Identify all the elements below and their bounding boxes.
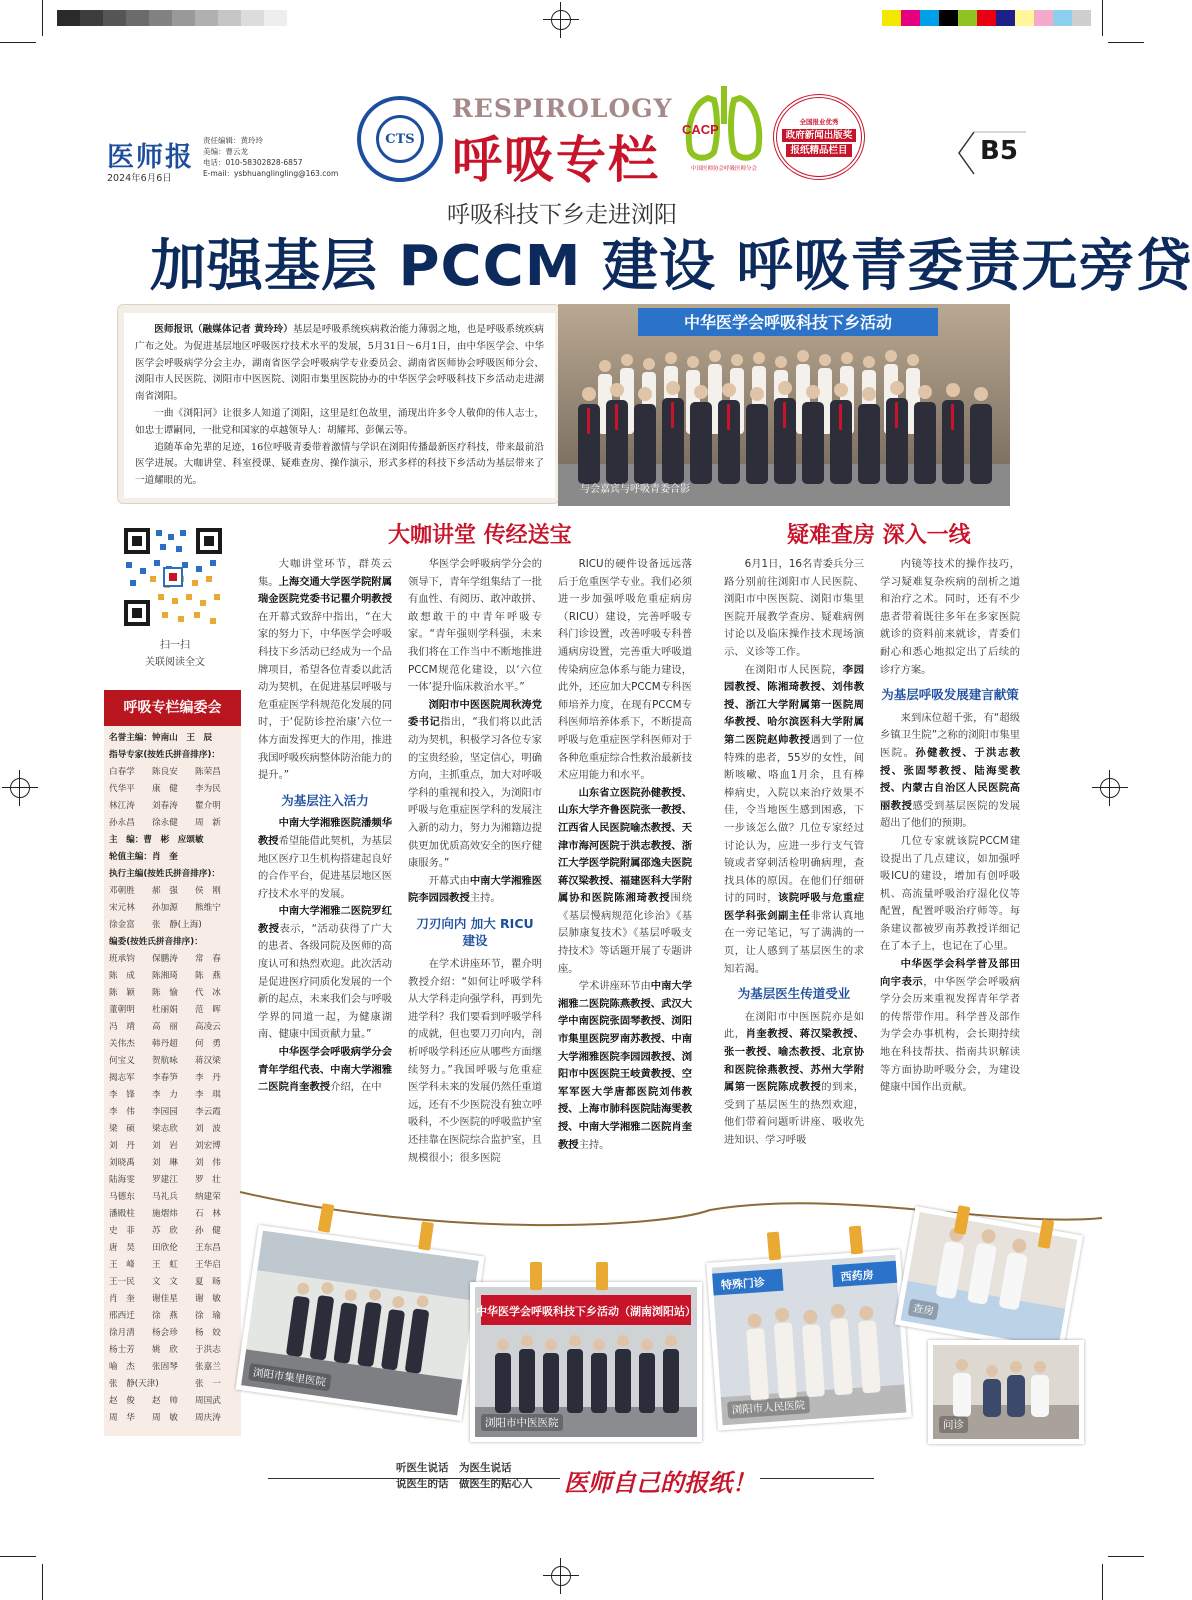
board-member-name: 孙永昌 <box>109 818 135 828</box>
board-member-name: 张 静(上海) <box>152 920 202 930</box>
cts-society-seal <box>357 96 443 182</box>
board-member-name: 范 晖 <box>195 1005 221 1015</box>
emphasis-text: 中南大学湘雅二医院罗红教授 <box>258 905 392 935</box>
board-member-name: 谢佳星 <box>152 1294 178 1304</box>
board-member-name: 刘宏博 <box>195 1141 221 1151</box>
crop-mark <box>0 1556 36 1557</box>
board-name-row <box>109 1308 239 1325</box>
board-member-name: 刘 伟 <box>195 1158 221 1168</box>
board-member-name: 王华启 <box>195 1260 221 1270</box>
crop-mark <box>42 0 43 36</box>
board-member-name: 刘 波 <box>195 1124 221 1134</box>
award-top-text: 全国报业优秀 <box>799 118 839 126</box>
board-member-name: 贺航咏 <box>152 1056 178 1066</box>
board-member-name: 徐永健 <box>152 818 178 828</box>
crop-mark <box>1102 1564 1103 1600</box>
board-member-name: 赵 帅 <box>152 1396 178 1406</box>
board-name-row <box>109 883 239 900</box>
photo-sign: 特殊门诊 <box>720 1275 766 1292</box>
board-name-row <box>109 1291 239 1308</box>
registration-mark-bottom <box>543 1558 579 1594</box>
registration-mark-left <box>2 770 38 806</box>
column-paragraph: 在学术讲座环节，瞿介明教授介绍：“如何让呼吸学科从大学科走向强学科，再到先进学科？我们要看到呼吸学科的成就，但也要刀刃向内，剖析呼吸学科还应从哪些方面继续努力。”我国呼吸与危重症医学科未来的发展仍然任重道远，还有不少医院没有独立呼吸科，不少医院的呼吸监护室还挂靠在医院综合监护室，且规模很小；很多医院 <box>408 958 542 1164</box>
board-member-name: 徐 瑜 <box>195 1311 221 1321</box>
emphasis-text: 中南大学湘雅医院李园园教授 <box>408 874 543 905</box>
board-member-name: 杜丽娟 <box>152 1005 178 1015</box>
board-member-name: 陈 成 <box>109 971 135 981</box>
board-member-name: 康 健 <box>152 784 178 794</box>
qr-caption-line: 关联阅读全文 <box>145 657 205 668</box>
board-name-row <box>109 917 239 934</box>
board-member-name: 徐 燕 <box>152 1311 178 1321</box>
column-paragraph: 在浏阳市人民医院，李园园教授、陈湘琦教授、刘伟教授、浙江大学附属第一医院周华教授、哈尔滨医科大学附属第二医院赵帅教授遇到了一位特殊的患者，55岁的女性，间断咳嗽、咯血1月余，且有棒棒病史，入院以来治疗效果不佳，令当地医生感到困惑，下一步该怎么做？几位专家经过讨论认为，应进一步行支气管镜或者穿刺活检明确病理，查找具体的原因。在他们仔细研讨的同时，该院呼吸与危重症医学科张剑副主任非常认真地在一旁记笔记，写了满满的一页，让人感到了基层医生的求知若渴。 <box>724 663 865 975</box>
qr-caption-line: 扫一扫 <box>160 640 190 651</box>
board-name-row <box>109 1036 239 1053</box>
article-column-2 <box>408 556 542 1240</box>
section-title-lecture: 大咖讲堂 传经送宝 <box>388 523 572 548</box>
editor-line: 责任编辑：黄玲玲 <box>203 136 263 145</box>
emphasis-text: 浏阳市中医医院周秋涛党委书记 <box>408 698 542 729</box>
board-name-row <box>109 968 239 985</box>
photo-caption: 浏阳市中医医院 <box>481 1414 563 1431</box>
board-member-name: 谢 敏 <box>195 1294 221 1304</box>
board-name-row <box>109 1257 239 1274</box>
board-member-name: 孙 健 <box>195 1226 221 1236</box>
board-member-name: 刘春涛 <box>152 801 178 811</box>
article-column-1 <box>258 556 392 1192</box>
cacp-caption: 中国医师协会呼吸医师分会 <box>690 166 758 172</box>
article-column-3 <box>558 556 692 1240</box>
board-member-name: 潘殿柱 <box>109 1209 135 1219</box>
column-subheading: 为基层呼吸发展建言献策 <box>881 687 1019 703</box>
footer-slogan <box>396 1460 533 1492</box>
board-member-name: 杨士芳 <box>109 1345 135 1355</box>
board-name-row <box>109 1002 239 1019</box>
board-member-name: 施熠炜 <box>152 1209 178 1219</box>
board-name-row <box>109 1359 239 1376</box>
photo-caption: 问诊 <box>939 1416 968 1433</box>
board-name-row <box>109 1223 239 1240</box>
board-member-name: 王一民 <box>109 1277 135 1287</box>
board-member-name: 唐 昊 <box>109 1243 135 1253</box>
board-member-name: 何 勇 <box>195 1039 221 1049</box>
board-member-name: 陆海雯 <box>109 1175 135 1185</box>
board-member-name: 喻 杰 <box>109 1362 135 1372</box>
board-member-name: 周 华 <box>109 1413 135 1423</box>
award-line-2: 报纸精品栏目 <box>786 144 851 157</box>
section-title-chinese: 呼吸专栏 <box>452 131 660 189</box>
board-member-name: 罗 壮 <box>195 1175 221 1185</box>
board-member-name: 周 敏 <box>152 1413 178 1423</box>
article-column-5 <box>880 556 1020 1206</box>
seal-text: CTS <box>376 115 424 163</box>
group-photo-caption: 与会嘉宾与呼吸青委合影 <box>580 484 690 495</box>
board-name-row <box>109 1393 239 1410</box>
crop-mark <box>1102 0 1103 36</box>
lead-paragraph: 医师报讯（融媒体记者 黄玲玲）基层是呼吸系统疾病救治能力薄弱之地，也是呼吸系统疾病广布之处。为促进基层地区呼吸医疗技术水平的发展，5月31日～6月1日，由中华医学会、中华医学会呼吸病学分会主办，湖南省医学会呼吸病学专业委员会、湖南省医师协会呼吸医师分会、浏阳市人民医院、浏阳市中医医院、浏阳市集里医院协办的中华医学会呼吸科技下乡活动走进湖南省浏阳。 <box>135 324 544 403</box>
board-role-heading: 执行主编(按姓氏拼音排序)： <box>109 869 220 879</box>
section-title-english: RESPIROLOGY <box>452 94 673 123</box>
article-headline: 加强基层 PCCM 建设 呼吸青委责无旁贷 <box>150 234 1192 299</box>
board-member-name: 熊维宁 <box>195 903 221 913</box>
board-member-name: 李 丹 <box>195 1073 221 1083</box>
board-member-name: 保鹏涛 <box>152 954 178 964</box>
board-member-name: 常 春 <box>195 954 221 964</box>
byline: 医师报讯（融媒体记者 黄玲玲） <box>154 324 293 335</box>
board-member-name: 陈 燕 <box>195 971 221 981</box>
board-member-name: 张 静(天津) <box>109 1379 159 1389</box>
footer-signature: 医师自己的报纸！ <box>560 1463 760 1498</box>
board-name-row <box>109 1172 239 1189</box>
board-role-heading: 轮值主编：肖 奎 <box>109 852 178 862</box>
issue-date: 2024年6月6日 <box>107 173 172 184</box>
color-calibration-bar <box>882 10 1091 26</box>
slogan-line: 听医生说话 为医生说话 <box>396 1460 533 1476</box>
board-member-name: 孙加源 <box>152 903 178 913</box>
board-name-row <box>109 900 239 917</box>
board-name-row <box>109 1376 239 1393</box>
board-name-row <box>109 1053 239 1070</box>
slogan-line: 说医生的话 做医生的贴心人 <box>396 1478 533 1490</box>
board-member-name: 张 一 <box>195 1379 221 1389</box>
board-member-name: 刘晓禹 <box>109 1158 135 1168</box>
board-member-name: 陈 颖 <box>109 988 135 998</box>
board-member-name: 侯 刚 <box>195 886 221 896</box>
column-paragraph: 内镜等技术的操作技巧，学习疑难复杂疾病的剖析之道和治疗之术。同时，还有不少患者带着既往多年在多家医院就诊的资料前来就诊，青委们耐心和悉心地拟定出了后续的诊疗方案。 <box>880 558 1020 676</box>
board-member-name: 张嘉兰 <box>195 1362 221 1372</box>
column-paragraph: 华医学会呼吸病学分会的领导下，青年学组集结了一批有血性、有阅历、敢冲敢拼、敢想敢干的中青年呼吸专家。“青年强则学科强，未来我们将在工作当中不断地推进PCCM规范化建设，以‘六位一体’提升临床救治水平。” <box>408 558 542 694</box>
board-name-row <box>109 1206 239 1223</box>
photo-caption: 浏阳市集里医院 <box>248 1363 331 1391</box>
board-member-name: 李 锋 <box>109 1090 135 1100</box>
editor-info <box>203 135 338 179</box>
lead-box <box>117 304 560 504</box>
board-member-name: 揭志军 <box>109 1073 135 1083</box>
cacp-lungs-logo <box>678 84 770 172</box>
board-member-name: 何宝义 <box>109 1056 135 1066</box>
board-member-name: 苏 欣 <box>152 1226 178 1236</box>
crop-mark <box>1108 42 1144 43</box>
emphasis-text: 李园园教授、陈湘琦教授、刘伟教授、浙江大学附属第一医院周华教授、哈尔滨医科大学附属第二医院赵帅教授 <box>724 663 865 746</box>
board-member-name: 徐金富 <box>109 920 135 930</box>
emphasis-text: 上海交通大学医学院附属瑞金医院党委书记瞿介明教授 <box>258 575 393 606</box>
column-paragraph: 浏阳市中医医院周秋涛党委书记指出，“我们将以此活动为契机，积极学习各位专家的宝贵经验，坚定信心，明确方向，主抓重点，加大对呼吸学科的重视和投入，为浏阳市呼吸与危重症医学科的发展注入新的动力，努力为湘籍边提供更加优质高效安全的医疗健康服务。” <box>408 698 542 870</box>
board-name-row <box>109 1104 239 1121</box>
award-line-1: 政府新闻出版奖 <box>782 129 857 142</box>
board-name-row <box>109 1325 239 1342</box>
board-member-name: 刘 丹 <box>109 1141 135 1151</box>
column-paragraph: 来到床位超千张，有“超级乡镇卫生院”之称的浏阳市集里医院。孙健教授、于洪志教授、张固琴教授、陆海雯教授、内蒙古自治区人民医院高丽教授感受到基层医院的发展超出了他们的预期。 <box>880 711 1021 830</box>
board-member-name: 林江涛 <box>109 801 135 811</box>
photo-caption: 浏阳市人民医院 <box>727 1396 809 1419</box>
board-member-name: 白春学 <box>109 767 135 777</box>
board-name-row <box>109 764 239 781</box>
section-title-rounds: 疑难查房 深入一线 <box>787 523 971 548</box>
board-name-row <box>109 815 239 832</box>
board-member-name: 周 新 <box>195 818 221 828</box>
photo-jili-hospital <box>236 1225 485 1421</box>
board-name-row <box>109 1155 239 1172</box>
column-paragraph: 山东省立医院孙健教授、山东大学齐鲁医院张一教授、江西省人民医院喻杰教授、天津市海河医院于洪志教授、浙江大学医学院附属邵逸夫医院蒋汉梁教授、福建医科大学附属协和医院陈湘琦教授围绕《基层慢病规范化诊治》《基层肺康复技术》《基层呼吸支持技术》等话题开展了专题讲座。 <box>558 786 693 975</box>
board-member-name: 董朝明 <box>109 1005 135 1015</box>
emphasis-text: 中南大学湘雅医院潘频华教授 <box>258 817 392 847</box>
column-paragraph: 中华医学会科学普及部田向宇表示，中华医学会呼吸病学分会历来重视发挥青年学者的传帮带作用。科学普及部作为学会办事机构，会长期持续地在科技帮扶、指南共识解读等方面协助呼吸分会，为建设健康中国作出贡献。 <box>880 958 1020 1094</box>
board-member-name: 徐月清 <box>109 1328 135 1338</box>
board-member-name: 文 文 <box>152 1277 178 1287</box>
board-member-name: 蒋汉梁 <box>195 1056 221 1066</box>
board-member-name: 宋元林 <box>109 903 135 913</box>
qr-code[interactable] <box>120 524 226 630</box>
photo-banner: 中华医学会呼吸科技下乡活动（湖南浏阳站） <box>476 1305 696 1318</box>
page-number-tab <box>958 130 1028 176</box>
board-name-row <box>109 1138 239 1155</box>
board-member-name: 田欣伦 <box>152 1243 178 1253</box>
board-role-heading: 主 编：曹 彬 应颂敏 <box>109 835 204 845</box>
board-member-name: 李 伟 <box>109 1107 135 1117</box>
board-member-name: 李春笋 <box>152 1073 178 1083</box>
column-paragraph: 几位专家就该院PCCM建设提出了几点建议，如加强呼吸ICU的建设，增加有创呼吸机、高流量呼吸治疗湿化仪等配置，配置呼吸治疗师等。每条建议都被罗南苏教授详细记在了本子上，也记在了心里。 <box>880 834 1020 953</box>
board-name-row <box>109 1342 239 1359</box>
editorial-board-title: 呼吸专栏编委会 <box>104 690 241 726</box>
board-member-name <box>195 917 238 934</box>
board-member-name: 韩丹超 <box>152 1039 178 1049</box>
board-member-name: 关伟杰 <box>109 1039 135 1049</box>
board-member-name: 梁 硕 <box>109 1124 135 1134</box>
crop-mark <box>1108 1556 1144 1557</box>
board-member-name: 周国武 <box>195 1396 221 1406</box>
board-name-row <box>109 1087 239 1104</box>
emphasis-text: 山东省立医院孙健教授、山东大学齐鲁医院张一教授、江西省人民医院喻杰教授、天津市海河医院于洪志教授、浙江大学医学院附属邵逸夫医院蒋汉梁教授、福建医科大学附属协和医院陈湘琦教授 <box>558 786 692 905</box>
lead-paragraph: 追随革命先辈的足迹，16位呼吸青委带着激情与学识在浏阳传播最新医疗科技，带来最前沿医学进展。大咖讲堂、科室授课、疑难查房、操作演示，形式多样的科技下乡活动为基层带来了一道耀眼的光。 <box>135 441 544 487</box>
qr-caption <box>105 637 245 671</box>
board-member-name: 刘 琳 <box>152 1158 178 1168</box>
group-photo-scene <box>558 304 1010 506</box>
editor-line: 美编：曹云龙 <box>203 147 248 156</box>
board-member-name: 高凌云 <box>195 1022 221 1032</box>
column-paragraph: 在浏阳市中医医院亦是如此，肖奎教授、蒋汉梁教授、张一教授、喻杰教授、北京协和医院徐燕教授、苏州大学附属第一医院陈成教授的到来，受到了基层医生的热烈欢迎，他们带着问题听讲座、吸收先进知识、学习呼吸 <box>724 1010 865 1146</box>
crop-mark <box>0 42 36 43</box>
board-member-name: 陈湘琦 <box>152 971 178 981</box>
column-paragraph: 学术讲座环节由中南大学湘雅二医院陈燕教授、武汉大学中南医院张固琴教授、浏阳市集里医院罗南苏教授、中南大学湘雅医院李园园教授、浏阳市中医医院王岐黄教授、空军军医大学唐都医院刘伟教授、上海市肺科医院陆海雯教授、中南大学湘雅二医院肖奎教授主持。 <box>558 980 693 1151</box>
column-subheading: 为基层医生传道受业 <box>737 986 851 1002</box>
board-name-row <box>109 781 239 798</box>
board-member-name: 高 丽 <box>152 1022 178 1032</box>
board-member-name: 王 峰 <box>109 1260 135 1270</box>
board-member-name: 肖 奎 <box>109 1294 135 1304</box>
editor-line: E-mail：ysbhuanglingling@163.com <box>203 169 339 178</box>
award-seal <box>773 94 865 180</box>
board-member-name: 姚 欣 <box>152 1345 178 1355</box>
board-member-name: 李为民 <box>195 784 221 794</box>
column-paragraph: 中南大学湘雅医院潘频华教授希望能借此契机，为基层地区医疗卫生机构搭建起良好的合作平台，促进基层地区医疗技术水平的发展。 <box>258 817 393 900</box>
board-member-name: 赵 俊 <box>109 1396 135 1406</box>
emphasis-text: 中华医学会呼吸病学分会青年学组代表、中南大学湘雅二医院肖奎教授 <box>258 1046 392 1094</box>
photo-tcm-hospital <box>470 1282 702 1442</box>
board-member-name: 郝 强 <box>152 886 178 896</box>
column-paragraph: 6月1日，16名青委兵分三路分别前往浏阳市人民医院、浏阳市中医医院、浏阳市集里医院开展教学查房、疑难病例讨论以及临床操作技术现场演示、义诊等工作。 <box>724 558 864 658</box>
emphasis-text: 孙健教授、于洪志教授、张固琴教授、陆海雯教授、内蒙古自治区人民医院高丽教授 <box>880 746 1021 812</box>
board-name-row <box>109 951 239 968</box>
photo-clip <box>767 1232 781 1261</box>
editor-line: 电话：010-58302828-6857 <box>203 158 303 167</box>
board-member-name: 陈荣昌 <box>195 767 221 777</box>
board-member-name: 于洪志 <box>195 1345 221 1355</box>
column-paragraph: RICU的硬件设备远远落后于危重医学专业。我们必须进一步加强呼吸危重症病房（RICU）建设，完善呼吸专科门诊设置，改善呼吸专科普通病房设置，完善重大呼吸道传染病应急体系与能力建设，此外，还应加大PCCM专科医师培养力度，在现有PCCM专科医师培养体系下，不断提高呼吸与危重症医学科医师对于各种危重症综合性救治最新技术应用能力和水平。 <box>558 558 692 782</box>
registration-mark-top <box>543 2 579 38</box>
photo-caption: 查房 <box>908 1299 940 1321</box>
board-member-name: 王东昌 <box>195 1243 221 1253</box>
board-name-row <box>109 985 239 1002</box>
board-member-name: 王 虹 <box>152 1260 178 1270</box>
photo-clip <box>596 1262 608 1290</box>
board-member-name: 梁志欣 <box>152 1124 178 1134</box>
column-paragraph: 中南大学湘雅二医院罗红教授表示，“活动获得了广大的患者、各级同院及医师的高度认可和热烈欢迎。此次活动是促进医疗同质化发展的一个新的起点，未来我们会与呼吸学界的同道一起，为健康湖南、健康中国贡献力量。” <box>258 905 393 1041</box>
board-name-row <box>109 1121 239 1138</box>
editorial-board-list <box>109 730 239 1427</box>
board-member-name: 张固琴 <box>152 1362 178 1372</box>
board-member-name: 杨会珍 <box>152 1328 178 1338</box>
board-member-name: 代 冰 <box>195 988 221 998</box>
lead-text <box>124 313 555 498</box>
photo-scene <box>712 1255 907 1425</box>
editorial-board <box>104 690 241 1436</box>
emphasis-text: 中华医学会科学普及部田向宇表示 <box>880 958 1020 988</box>
board-name-row <box>109 1274 239 1291</box>
board-name-row <box>109 1019 239 1036</box>
board-member-name: 陈 愉 <box>152 988 178 998</box>
board-member-name: 瞿介明 <box>195 801 221 811</box>
photo-clip <box>530 1262 542 1290</box>
gray-calibration-bar <box>57 10 287 26</box>
photo-sign: 西药房 <box>840 1268 875 1284</box>
board-member-name: 纳建荣 <box>195 1192 221 1202</box>
page-number: B5 <box>980 136 1018 166</box>
column-subheading: 刀刃向内 加大 RICU 建设 <box>416 915 534 949</box>
registration-mark-right <box>1092 770 1128 806</box>
board-name-row <box>109 1240 239 1257</box>
board-member-name: 代华平 <box>109 784 135 794</box>
column-paragraph: 中华医学会呼吸病学分会青年学组代表、中南大学湘雅二医院肖奎教授介绍，在中 <box>258 1046 392 1094</box>
board-member-name: 李园园 <box>152 1107 178 1117</box>
board-member-name: 李 琪 <box>195 1090 221 1100</box>
photo-peoples-hospital <box>706 1249 911 1430</box>
board-name-row <box>109 1070 239 1087</box>
board-member-name: 刘 岩 <box>152 1141 178 1151</box>
column-paragraph: 大咖讲堂环节，群英云集。上海交通大学医学院附属瑞金医院党委书记瞿介明教授在开幕式致辞中指出，“在大家的努力下，中华医学会呼吸科技下乡活动已经成为一个品牌项目，希望各位青委以此活动为契机，在促进基层呼吸与危重症医学科规范化发展的同时，于‘促防诊控治康’六位一体方面发挥更大的作用，推进我国呼吸疾病整体防治能力的提升。” <box>258 558 393 782</box>
board-member-name: 史 菲 <box>109 1226 135 1236</box>
board-member-name: 李 力 <box>152 1090 178 1100</box>
column-subheading: 为基层注入活力 <box>281 792 369 808</box>
board-member-name: 周庆涛 <box>195 1413 221 1423</box>
board-member-name: 班承钧 <box>109 954 135 964</box>
board-role-heading: 编委(按姓氏拼音排序)： <box>109 937 203 947</box>
board-member-name: 邓朝胜 <box>109 886 135 896</box>
board-member-name: 李云霞 <box>195 1107 221 1117</box>
column-paragraph: 开幕式由中南大学湘雅医院李园园教授主持。 <box>408 874 543 905</box>
emphasis-text: 肖奎教授、蒋汉梁教授、张一教授、喻杰教授、北京协和医院徐燕教授、苏州大学附属第一医院陈成教授 <box>724 1028 865 1094</box>
board-member-name: 冯 靖 <box>109 1022 135 1032</box>
photo-clip <box>849 1226 863 1255</box>
emphasis-text: 该院呼吸与危重症医学科张剑副主任 <box>724 892 865 922</box>
board-member-name <box>152 1376 195 1393</box>
article-subtitle: 呼吸科技下乡走进浏阳 <box>447 202 677 228</box>
board-member-name: 杨 姣 <box>195 1328 221 1338</box>
board-member-name: 夏 旸 <box>195 1277 221 1287</box>
board-member-name: 罗建江 <box>152 1175 178 1185</box>
board-role-heading: 名誉主编：钟南山 王 辰 <box>109 733 213 743</box>
lead-paragraph: 一曲《浏阳河》让很多人知道了浏阳，这里是红色故里，涌现出许多令人敬仰的伟人志士，如忠士谭嗣同，一批党和国家的卓越领导人：胡耀邦、彭佩云等。 <box>135 407 544 436</box>
board-role-heading: 指导专家(按姓氏拼音排序)： <box>109 750 220 760</box>
photo-consultation <box>928 1340 1084 1444</box>
cacp-text: CACP <box>682 122 719 137</box>
board-member-name: 陈良安 <box>152 767 178 777</box>
crop-mark <box>42 1564 43 1600</box>
board-name-row <box>109 1410 239 1427</box>
emphasis-text: 中南大学湘雅二医院陈燕教授、武汉大学中南医院张固琴教授、浏阳市集里医院罗南苏教授、中南大学湘雅医院李园园教授、浏阳市中医医院王岐黄教授、空军军医大学唐都医院刘伟教授、上海市肺科医院陆海雯教授、中南大学湘雅二医院肖奎教授 <box>558 980 693 1151</box>
board-member-name: 马礼兵 <box>152 1192 178 1202</box>
newspaper-brand: 医师报 <box>107 142 194 173</box>
board-name-row <box>109 1189 239 1206</box>
photo-scene <box>241 1231 479 1416</box>
board-member-name: 马德东 <box>109 1192 135 1202</box>
group-photo <box>558 304 1010 506</box>
article-column-4 <box>724 556 864 1222</box>
board-member-name: 石 林 <box>195 1209 221 1219</box>
group-photo-banner: 中华医学会呼吸科技下乡活动 <box>683 313 893 332</box>
board-name-row <box>109 798 239 815</box>
board-member-name: 邢西迁 <box>109 1311 135 1321</box>
